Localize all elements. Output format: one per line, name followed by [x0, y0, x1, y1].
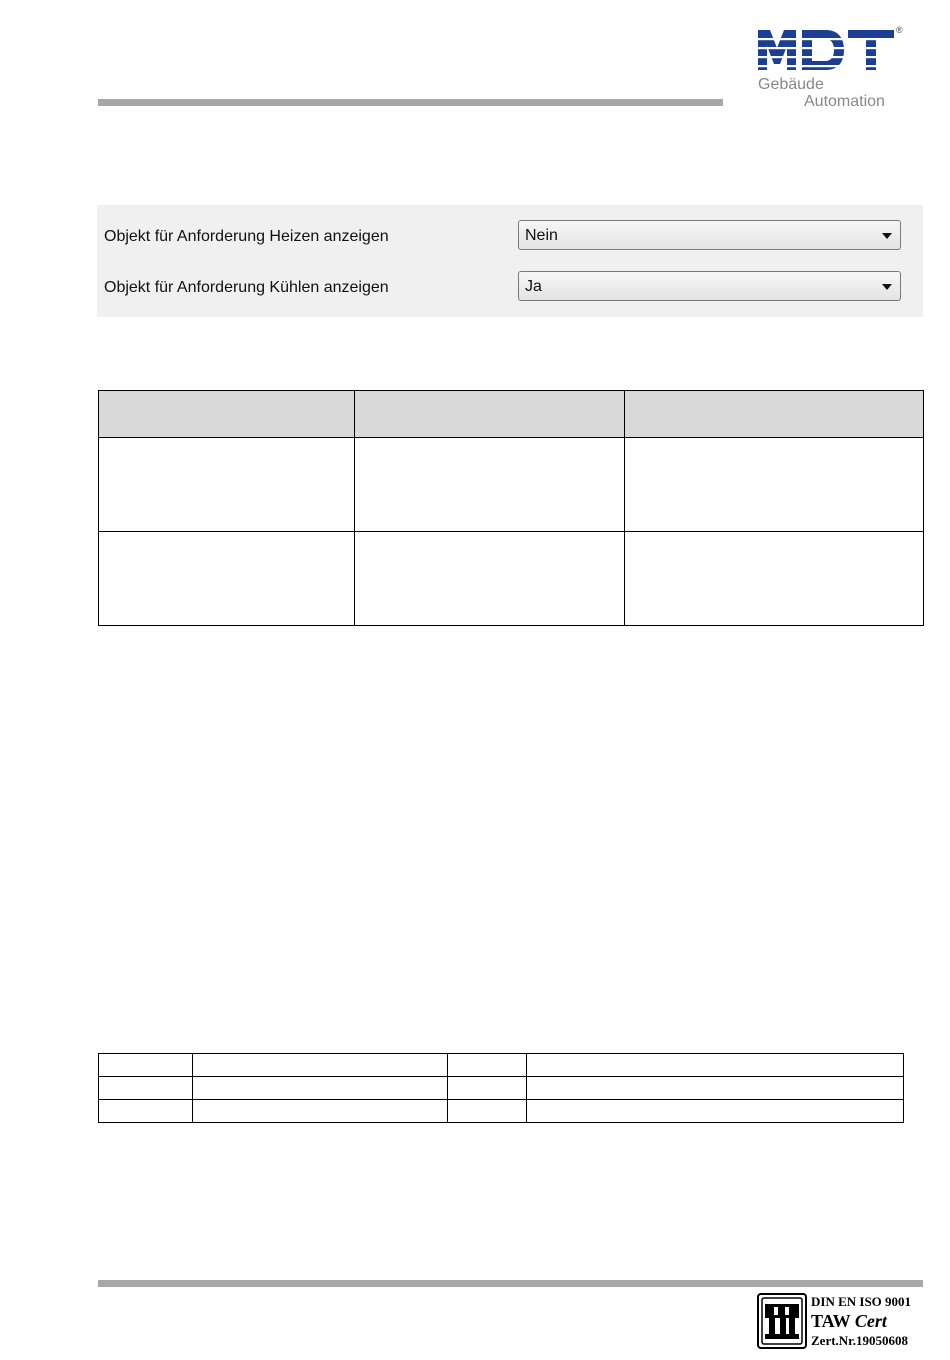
- certification-block: [756, 1292, 926, 1354]
- table-cell: [99, 1077, 193, 1100]
- registered-mark: ®: [896, 25, 903, 35]
- cert-issuer-name: TAW: [811, 1311, 851, 1331]
- table-cell: [448, 1100, 527, 1123]
- param-row-heizen: [97, 220, 923, 254]
- param-label-heizen: Objekt für Anforderung Heizen anzeigen: [104, 228, 389, 245]
- table-cell: [193, 1077, 448, 1100]
- cert-issuer-suffix: Cert: [854, 1311, 887, 1331]
- cert-number: Zert.Nr.19050608: [811, 1333, 909, 1348]
- table-cell: [99, 438, 355, 532]
- table-cell: [625, 532, 924, 626]
- logo-tagline-line2: Automation: [804, 93, 885, 110]
- logo-tagline-line1: Gebäude: [758, 76, 824, 93]
- mdt-logo: [756, 26, 906, 116]
- kuehlen-select-value: Ja: [525, 278, 542, 295]
- footer-divider: [98, 1280, 923, 1287]
- table-cell: [448, 1077, 527, 1100]
- table-cell: [355, 438, 625, 532]
- kuehlen-select[interactable]: [518, 271, 901, 301]
- table-cell: [193, 1054, 448, 1077]
- object-table: [98, 1053, 904, 1123]
- table-row: [99, 1054, 904, 1077]
- table-row: [99, 1077, 904, 1100]
- cert-standard: DIN EN ISO 9001: [811, 1294, 912, 1309]
- taw-cert-seal-icon: [756, 1292, 808, 1350]
- main-table-header-cell: [625, 391, 924, 438]
- table-cell: [99, 532, 355, 626]
- header-divider: [98, 99, 723, 106]
- table-cell: [527, 1100, 904, 1123]
- table-cell: [99, 1100, 193, 1123]
- main-table-header-row: [99, 391, 924, 438]
- heizen-select-value: Nein: [525, 227, 558, 244]
- table-cell: [448, 1054, 527, 1077]
- main-table-header-cell: [355, 391, 625, 438]
- table-cell: [355, 532, 625, 626]
- mdt-logo-mark: [756, 26, 896, 74]
- heizen-select[interactable]: [518, 220, 901, 250]
- table-cell: [193, 1100, 448, 1123]
- table-cell: [527, 1054, 904, 1077]
- table-cell: [625, 438, 924, 532]
- parameter-panel: [97, 205, 923, 317]
- chevron-down-icon: [882, 233, 892, 239]
- table-row: [99, 532, 924, 626]
- param-label-kuehlen: Objekt für Anforderung Kühlen anzeigen: [104, 279, 389, 296]
- table-row: [99, 438, 924, 532]
- table-cell: [99, 1054, 193, 1077]
- main-table: [98, 390, 924, 626]
- chevron-down-icon: [882, 284, 892, 290]
- main-table-header-cell: [99, 391, 355, 438]
- table-cell: [527, 1077, 904, 1100]
- table-row: [99, 1100, 904, 1123]
- cert-issuer: [811, 1311, 887, 1331]
- param-row-kuehlen: [97, 271, 923, 305]
